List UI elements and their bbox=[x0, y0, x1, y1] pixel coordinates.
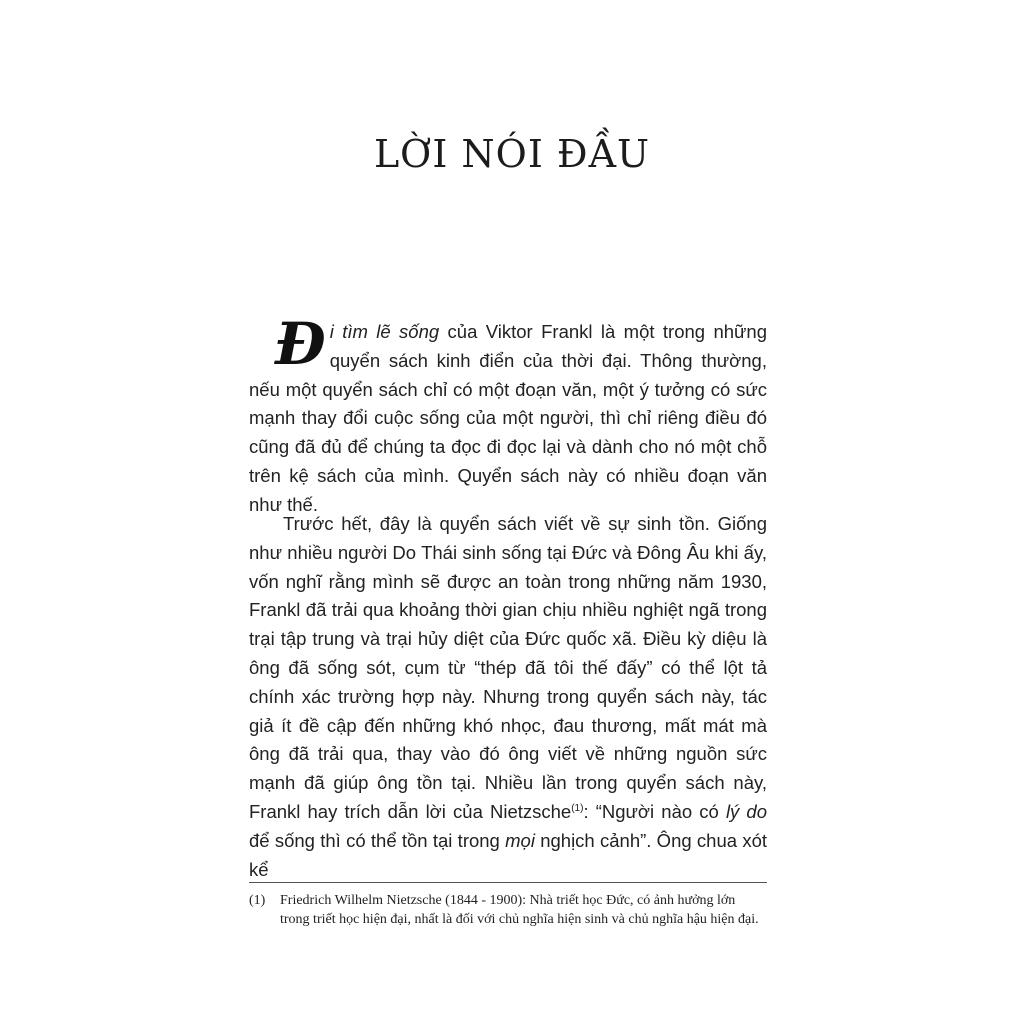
paragraph-2 bbox=[249, 510, 767, 884]
footnote-reference: (1) bbox=[571, 802, 584, 814]
paragraph-2-text-a: Trước hết, đây là quyển sách viết về sự sinh tồn. Giống như nhiều người Do Thái sinh sống tại Đức và Đông Âu khi ấy, vốn nghĩ rằng mình sẽ được an toàn trong những năm 1930, Frankl đã trải qua khoảng thời gian chịu nhiều nghiệt ngã trong trại tập trung và trại hủy diệt của Đức quốc xã. Điều kỳ diệu là ông đã sống sót, cụm từ “thép đã tôi thế đấy” có thể lột tả chính xác trường hợp này. Nhưng trong quyển sách này, tác giả ít đề cập đến những khó nhọc, đau thương, mất mát mà ông đã trải qua, thay vào đó ông viết về những nguồn sức mạnh đã giúp ông tồn tại. Nhiều lần trong quyển sách này, Frankl hay trích dẫn lời của Nietzsche bbox=[249, 513, 767, 822]
footnote-divider bbox=[249, 882, 767, 883]
book-title-italic: i tìm lẽ sống bbox=[329, 321, 440, 342]
footnote-number: (1) bbox=[249, 893, 266, 908]
paragraph-2-text-d: nghịch cảnh”. Ông chua xót kể bbox=[249, 829, 767, 880]
paragraph-1-text: của Viktor Frankl là một trong những quyển sách kinh điển của thời đại. Thông thường, nếu một quyển sách chỉ có một đoạn văn, một ý tưởng có sức mạnh thay đổi cuộc sống của một người, thì chỉ riêng điều đó cũng đã đủ để chúng ta đọc đi đọc lại và dành cho nó một chỗ trên kệ sách của mình. Quyển sách này có nhiều đoạn văn như thế. bbox=[249, 321, 767, 515]
emphasis-moi: mọi bbox=[505, 829, 535, 851]
paragraph-1 bbox=[249, 310, 767, 520]
paragraph-2-text-c: để sống thì có thể tồn tại trong bbox=[249, 829, 506, 851]
emphasis-ly-do: lý do bbox=[725, 800, 767, 822]
footnote bbox=[249, 891, 767, 929]
page-title: LỜI NÓI ĐẦU bbox=[373, 132, 651, 176]
paragraph-2-text-b: : “Người nào có bbox=[583, 800, 726, 822]
footnote-text: Friedrich Wilhelm Nietzsche (1844 - 1900): Nhà triết học Đức, có ảnh hưởng lớn trong triết học hiện đại, nhất là đối với chủ nghĩa hiện sinh và chủ nghĩa hậu hiện đại. bbox=[280, 893, 759, 927]
drop-cap: Đ bbox=[275, 310, 326, 378]
